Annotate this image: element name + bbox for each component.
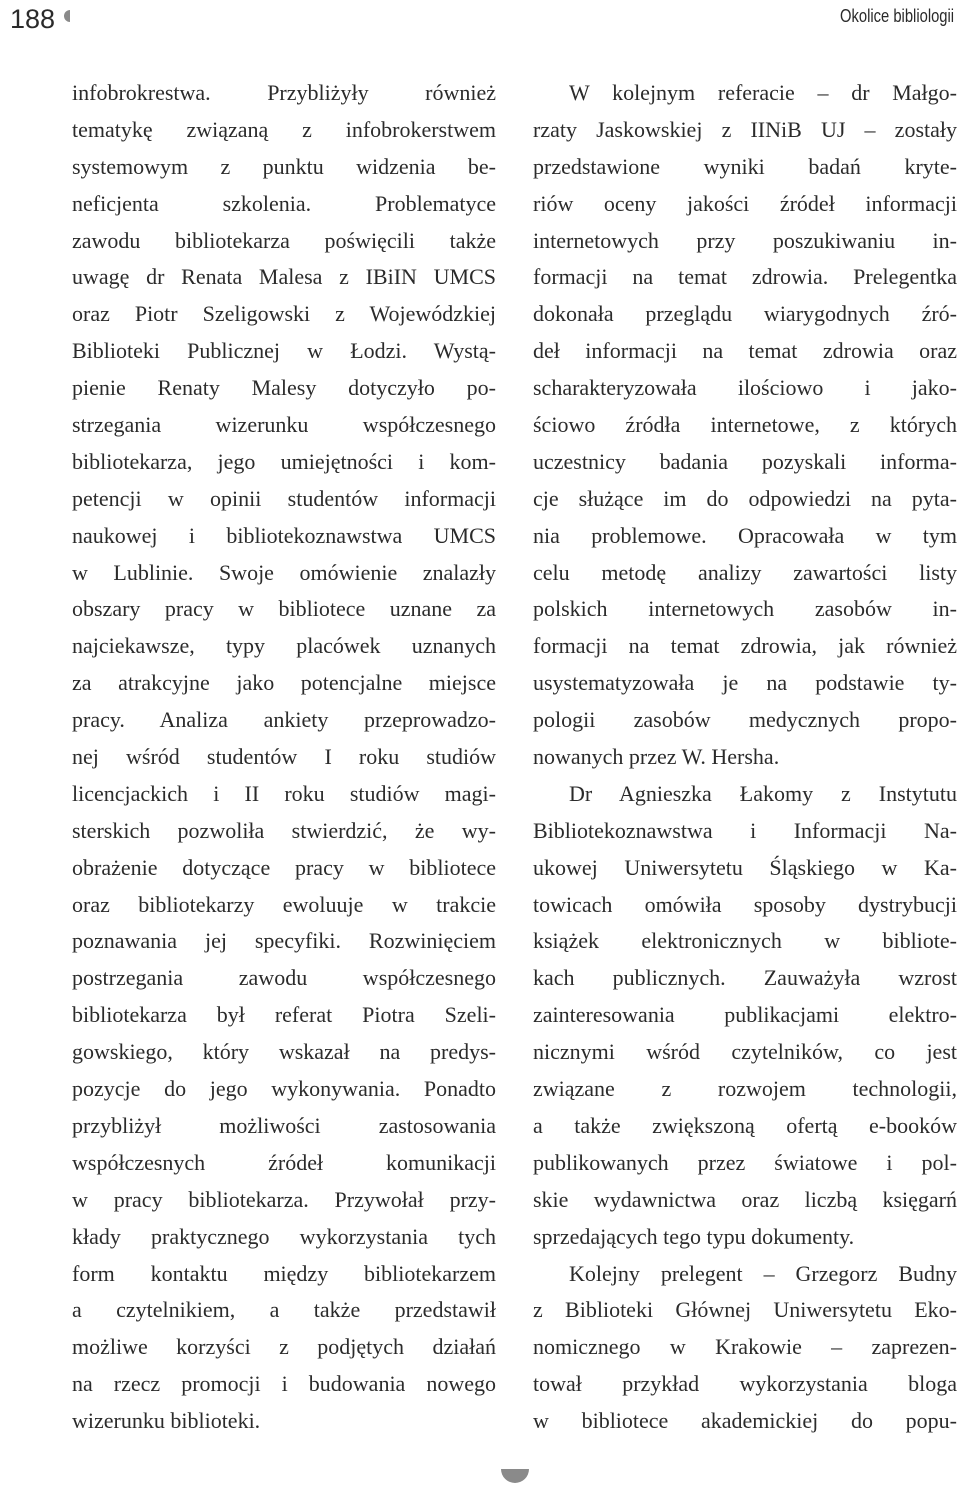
- text-line: infobrokrestwa. Przybliżyły również: [72, 80, 496, 105]
- text-line: nej wśród studentów I roku studiów: [72, 744, 496, 770]
- text-line: celu metodę analizy zawartości listy: [533, 559, 957, 585]
- text-line: uczestnicy badania pozyskali informa-: [533, 448, 957, 474]
- text-line: systemowym z punktu widzenia be-: [72, 153, 496, 179]
- text-line: nicznymi wśród czytelników, co jest: [533, 1039, 957, 1065]
- text-line: nia problemowe. Opracowała w tym: [533, 522, 957, 548]
- text-line: przybliżył możliwości zastosowania: [72, 1112, 496, 1138]
- text-line: skie wydawnictwa oraz liczbą księgarń: [533, 1186, 957, 1212]
- text-line: nowanych przez W. Hersha.: [533, 744, 780, 770]
- paragraph: [72, 75, 496, 1440]
- text-line: ukowej Uniwersytetu Śląskiego w Ka-: [533, 854, 957, 880]
- text-line: kłady praktycznego wykorzystania tych: [72, 1223, 496, 1249]
- text-line: scharakteryzowała ilościowo i jako-: [533, 375, 957, 401]
- text-line: poznawania jej specyfiki. Rozwinięciem: [72, 928, 496, 954]
- text-line: tował przykład wykorzystania bloga: [533, 1371, 957, 1397]
- text-line: najciekawsze, typy placówek uznanych: [72, 633, 496, 659]
- text-line: pozycje do jego wykonywania. Ponadto: [72, 1076, 496, 1102]
- paragraph: [533, 1256, 957, 1440]
- text-line: postrzegania zawodu współczesnego: [72, 965, 496, 991]
- text-line: Kolejny prelegent – Grzegorz Budny: [569, 1260, 957, 1286]
- text-line: form kontaktu między bibliotekarzem: [72, 1260, 496, 1286]
- text-line: kach publicznych. Zauważyła wzrost: [533, 965, 957, 991]
- text-line: za atrakcyjne jako potencjalne miejsce: [72, 670, 496, 696]
- text-line: formacji na temat zdrowia, jak również: [533, 633, 957, 659]
- text-line: w Lublinie. Swoje omówienie znalazły: [72, 559, 496, 585]
- text-line: neficjenta szkolenia. Problematyce: [72, 190, 496, 216]
- text-line: deł informacji na temat zdrowia oraz: [533, 338, 957, 364]
- text-line: związane z rozwojem technologii,: [533, 1076, 957, 1102]
- text-line: W kolejnym referacie – dr Małgo-: [569, 80, 957, 105]
- left-text-column: [72, 75, 496, 1440]
- text-line: a czytelnikiem, a także przedstawił: [72, 1297, 496, 1323]
- text-line: obszary pracy w bibliotece uznane za: [72, 596, 496, 622]
- text-line: polskich internetowych zasobów in-: [533, 596, 957, 622]
- text-line: publikowanych przez światowe i pol-: [533, 1149, 957, 1175]
- text-line: internetowych przy poszukiwaniu in-: [533, 227, 957, 253]
- text-line: cje służące im do odpowiedzi na pyta-: [533, 485, 957, 511]
- text-line: bibliotekarza był referat Piotra Szeli-: [72, 1002, 496, 1028]
- text-line: sterskich pozwoliła stwierdzić, że wy-: [72, 817, 496, 843]
- text-line: Biblioteki Publicznej w Łodzi. Wystą-: [72, 338, 496, 364]
- text-line: riów oceny jakości źródeł informacji: [533, 190, 957, 216]
- text-line: w pracy bibliotekarza. Przywołał przy-: [72, 1186, 496, 1212]
- text-line: nomicznego w Krakowie – zaprezen-: [533, 1334, 957, 1360]
- text-line: przedstawione wyniki badań kryte-: [533, 153, 957, 179]
- text-line: licencjackich i II roku studiów magi-: [72, 780, 496, 806]
- text-line: w bibliotece akademickiej do popu-: [533, 1408, 957, 1434]
- text-line: naukowej i bibliotekoznawstwa UMCS: [72, 522, 496, 548]
- text-line: uwagę dr Renata Malesa z IBiIN UMCS: [72, 264, 496, 290]
- half-circle-marker-icon: [58, 9, 72, 23]
- text-line: pologii zasobów medycznych propo-: [533, 707, 957, 733]
- text-line: zainteresowania publikacjami elektro-: [533, 1002, 957, 1028]
- page-header: [0, 0, 960, 40]
- text-line: oraz bibliotekarzy ewoluuje w trakcie: [72, 891, 496, 917]
- text-line: oraz Piotr Szeligowski z Wojewódzkiej: [72, 301, 496, 327]
- text-line: współczesnych źródeł komunikacji: [72, 1149, 496, 1175]
- text-line: zawodu bibliotekarza poświęcili także: [72, 227, 496, 253]
- text-line: możliwe korzyści z podjętych działań: [72, 1334, 496, 1360]
- text-line: gowskiego, który wskazał na predys-: [72, 1039, 496, 1065]
- text-line: formacji na temat zdrowia. Prelegentka: [533, 264, 957, 290]
- text-line: bibliotekarza, jego umiejętności i kom-: [72, 448, 496, 474]
- text-line: usystematyzowała je na podstawie ty-: [533, 670, 957, 696]
- text-line: petencji w opinii studentów informacji: [72, 485, 496, 511]
- text-line: pienie Renaty Malesy dotyczyło po-: [72, 375, 496, 401]
- text-line: ściowo źródła internetowe, z których: [533, 412, 957, 438]
- paragraph: [533, 776, 957, 1256]
- text-line: sprzedających tego typu dokumenty.: [533, 1223, 855, 1249]
- text-line: Dr Agnieszka Łakomy z Instytutu: [569, 780, 957, 806]
- text-line: na rzecz promocji i budowania nowego: [72, 1371, 496, 1397]
- text-line: obrażenie dotyczące pracy w bibliotece: [72, 854, 496, 880]
- text-line: pracy. Analiza ankiety przeprowadzo-: [72, 707, 496, 733]
- text-line: towicach omówiła sposoby dystrybucji: [533, 891, 957, 917]
- page-number: 188: [10, 4, 56, 34]
- text-line: Bibliotekoznawstwa i Informacji Na-: [533, 817, 957, 843]
- text-line: strzegania wizerunku współczesnego: [72, 412, 496, 438]
- paragraph: [533, 75, 957, 776]
- text-line: a także zwiększoną ofertą e-booków: [533, 1112, 957, 1138]
- text-line: tematykę związaną z infobrokerstwem: [72, 116, 496, 142]
- semicircle-footer-icon: [500, 1468, 530, 1484]
- text-line: książek elektronicznych w bibliote-: [533, 928, 957, 954]
- right-text-column: [533, 75, 957, 1440]
- text-line: dokonała przeglądu wiarygodnych źró-: [533, 301, 957, 327]
- running-title: Okolice bibliologii: [839, 6, 954, 26]
- text-line: rzaty Jaskowskiej z IINiB UJ – zostały: [533, 116, 957, 142]
- text-line: wizerunku biblioteki.: [72, 1408, 261, 1434]
- text-line: z Biblioteki Głównej Uniwersytetu Eko-: [533, 1297, 957, 1323]
